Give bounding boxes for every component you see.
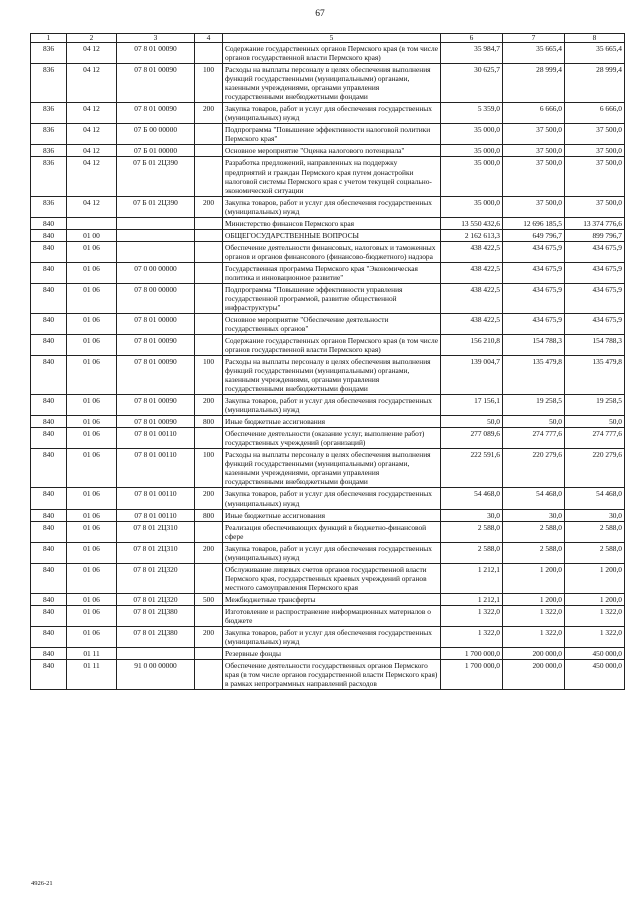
- amount-cell: 154 788,3: [503, 335, 565, 356]
- target-article-cell: 07 8 01 2Ц320: [117, 563, 195, 593]
- ministry-code-cell: 836: [31, 103, 67, 124]
- ministry-code-cell: 836: [31, 43, 67, 64]
- table-row: [31, 395, 625, 416]
- amount-cell: 135 479,8: [565, 356, 625, 395]
- description-cell: Государственная программа Пермского края "Экономическая политика и инновационное развитие": [223, 262, 441, 283]
- description-cell: Содержание государственных органов Пермского края (в том числе органов государственной власти Пермского края): [223, 43, 441, 64]
- amount-cell: 37 500,0: [503, 124, 565, 145]
- amount-cell: 54 468,0: [565, 488, 625, 509]
- description-cell: Закупка товаров, работ и услуг для обеспечения государственных (муниципальных) нужд: [223, 395, 441, 416]
- ministry-code-cell: 840: [31, 217, 67, 229]
- amount-cell: 30 625,7: [441, 64, 503, 103]
- target-article-cell: 07 8 01 00090: [117, 335, 195, 356]
- target-article-cell: 07 8 01 00090: [117, 103, 195, 124]
- amount-cell: 222 591,6: [441, 449, 503, 488]
- description-cell: ОБЩЕГОСУДАРСТВЕННЫЕ ВОПРОСЫ: [223, 229, 441, 241]
- table-row: [31, 262, 625, 283]
- ministry-code-cell: 836: [31, 145, 67, 157]
- amount-cell: 2 588,0: [503, 521, 565, 542]
- amount-cell: 6 666,0: [503, 103, 565, 124]
- section-code-cell: 01 11: [67, 659, 117, 689]
- section-code-cell: 04 12: [67, 124, 117, 145]
- expense-type-cell: 200: [195, 395, 223, 416]
- amount-cell: 200 000,0: [503, 659, 565, 689]
- amount-cell: 35 665,4: [503, 43, 565, 64]
- expense-type-cell: 100: [195, 356, 223, 395]
- ministry-code-cell: 840: [31, 262, 67, 283]
- ministry-code-cell: 836: [31, 196, 67, 217]
- ministry-code-cell: 840: [31, 283, 67, 313]
- amount-cell: 37 500,0: [565, 124, 625, 145]
- target-article-cell: 07 8 01 00110: [117, 509, 195, 521]
- ministry-code-cell: 840: [31, 416, 67, 428]
- target-article-cell: 07 8 01 00110: [117, 428, 195, 449]
- amount-cell: 37 500,0: [503, 196, 565, 217]
- target-article-cell: 07 0 00 00000: [117, 262, 195, 283]
- amount-cell: 1 700 000,0: [441, 659, 503, 689]
- table-row: [31, 488, 625, 509]
- amount-cell: 2 588,0: [565, 542, 625, 563]
- table-row: [31, 43, 625, 64]
- description-cell: Закупка товаров, работ и услуг для обеспечения государственных (муниципальных) нужд: [223, 196, 441, 217]
- table-row: [31, 313, 625, 334]
- section-code-cell: 01 06: [67, 542, 117, 563]
- amount-cell: 1 200,0: [565, 593, 625, 605]
- table-row: [31, 335, 625, 356]
- table-row: [31, 509, 625, 521]
- description-cell: Содержание государственных органов Пермского края (в том числе органов государственной власти Пермского края): [223, 335, 441, 356]
- expense-type-cell: [195, 217, 223, 229]
- section-code-cell: 01 06: [67, 283, 117, 313]
- amount-cell: 2 588,0: [441, 521, 503, 542]
- amount-cell: 434 675,9: [565, 241, 625, 262]
- section-code-cell: 01 11: [67, 647, 117, 659]
- section-code-cell: 01 06: [67, 626, 117, 647]
- target-article-cell: 91 0 00 00000: [117, 659, 195, 689]
- table-row: [31, 103, 625, 124]
- table-row: [31, 145, 625, 157]
- section-code-cell: 01 06: [67, 428, 117, 449]
- ministry-code-cell: 840: [31, 449, 67, 488]
- description-cell: Расходы на выплаты персоналу в целях обеспечения выполнения функций государственными (муниципальными) органами, казенными учреждениями, органами управления государственными внебюджетными фондами: [223, 356, 441, 395]
- target-article-cell: 07 Б 01 2Ц390: [117, 196, 195, 217]
- table-row: [31, 124, 625, 145]
- description-cell: Обеспечение деятельности финансовых, налоговых и таможенных органов и органов финансового (финансово-бюджетного) надзора: [223, 241, 441, 262]
- target-article-cell: [117, 217, 195, 229]
- section-code-cell: 01 06: [67, 335, 117, 356]
- ministry-code-cell: 840: [31, 428, 67, 449]
- amount-cell: 1 322,0: [441, 605, 503, 626]
- ministry-code-cell: 840: [31, 488, 67, 509]
- column-header: 1: [31, 34, 67, 43]
- ministry-code-cell: 840: [31, 563, 67, 593]
- expense-type-cell: [195, 313, 223, 334]
- table-row: [31, 542, 625, 563]
- amount-cell: 19 258,5: [565, 395, 625, 416]
- expense-type-cell: 800: [195, 416, 223, 428]
- amount-cell: 13 374 776,6: [565, 217, 625, 229]
- amount-cell: 37 500,0: [503, 157, 565, 196]
- target-article-cell: 07 8 01 00090: [117, 395, 195, 416]
- description-cell: Подпрограмма "Повышение эффективности налоговой политики Пермского края": [223, 124, 441, 145]
- amount-cell: 274 777,6: [565, 428, 625, 449]
- amount-cell: 434 675,9: [503, 241, 565, 262]
- description-cell: Закупка товаров, работ и услуг для обеспечения государственных (муниципальных) нужд: [223, 103, 441, 124]
- table-row: [31, 196, 625, 217]
- target-article-cell: 07 8 01 00110: [117, 449, 195, 488]
- description-cell: Обслуживание лицевых счетов органов государственной власти Пермского края, государственных краевых учреждений органов местного самоуправления Пермского края: [223, 563, 441, 593]
- target-article-cell: 07 8 01 2Ц310: [117, 542, 195, 563]
- description-cell: Расходы на выплаты персоналу в целях обеспечения выполнения функций государственными (муниципальными) органами, казенными учреждениями, органами управления государственными внебюджетными фондами: [223, 449, 441, 488]
- ministry-code-cell: 840: [31, 647, 67, 659]
- amount-cell: 35 665,4: [565, 43, 625, 64]
- page-number: 67: [315, 9, 325, 19]
- section-code-cell: [67, 217, 117, 229]
- expense-type-cell: 200: [195, 626, 223, 647]
- target-article-cell: 07 8 00 00000: [117, 283, 195, 313]
- amount-cell: 35 000,0: [441, 145, 503, 157]
- amount-cell: 35 000,0: [441, 157, 503, 196]
- section-code-cell: 01 06: [67, 521, 117, 542]
- expense-type-cell: [195, 521, 223, 542]
- section-code-cell: 04 12: [67, 196, 117, 217]
- expense-type-cell: [195, 124, 223, 145]
- expense-type-cell: [195, 428, 223, 449]
- amount-cell: 1 212,1: [441, 593, 503, 605]
- target-article-cell: 07 8 01 00090: [117, 64, 195, 103]
- section-code-cell: 01 06: [67, 605, 117, 626]
- section-code-cell: 04 12: [67, 64, 117, 103]
- description-cell: Закупка товаров, работ и услуг для обеспечения государственных (муниципальных) нужд: [223, 626, 441, 647]
- expense-type-cell: 800: [195, 509, 223, 521]
- description-cell: Изготовление и распространение информационных материалов о бюджете: [223, 605, 441, 626]
- ministry-code-cell: 840: [31, 229, 67, 241]
- amount-cell: 438 422,5: [441, 313, 503, 334]
- description-cell: Реализация обеспечивающих функций в бюджетно-финансовой сфере: [223, 521, 441, 542]
- amount-cell: 438 422,5: [441, 241, 503, 262]
- amount-cell: 19 258,5: [503, 395, 565, 416]
- amount-cell: 50,0: [565, 416, 625, 428]
- expense-type-cell: [195, 229, 223, 241]
- target-article-cell: 07 8 01 00090: [117, 43, 195, 64]
- expense-type-cell: [195, 241, 223, 262]
- amount-cell: 17 156,1: [441, 395, 503, 416]
- description-cell: Обеспечение деятельности (оказание услуг, выполнение работ) государственных учреждений (организаций): [223, 428, 441, 449]
- amount-cell: 6 666,0: [565, 103, 625, 124]
- expense-type-cell: 200: [195, 488, 223, 509]
- amount-cell: 434 675,9: [565, 262, 625, 283]
- expense-type-cell: [195, 262, 223, 283]
- table-row: [31, 659, 625, 689]
- target-article-cell: 07 8 01 2Ц320: [117, 593, 195, 605]
- amount-cell: 28 999,4: [565, 64, 625, 103]
- ministry-code-cell: 836: [31, 64, 67, 103]
- description-cell: Закупка товаров, работ и услуг для обеспечения государственных (муниципальных) нужд: [223, 542, 441, 563]
- section-code-cell: 01 06: [67, 593, 117, 605]
- amount-cell: 1 322,0: [441, 626, 503, 647]
- amount-cell: 1 322,0: [565, 605, 625, 626]
- table-row: [31, 64, 625, 103]
- amount-cell: 1 200,0: [503, 593, 565, 605]
- section-code-cell: 04 12: [67, 145, 117, 157]
- amount-cell: 899 796,7: [565, 229, 625, 241]
- expense-type-cell: 200: [195, 196, 223, 217]
- table-body: [31, 43, 625, 690]
- amount-cell: 1 322,0: [503, 626, 565, 647]
- column-header: 6: [441, 34, 503, 43]
- column-header: 2: [67, 34, 117, 43]
- amount-cell: 434 675,9: [503, 283, 565, 313]
- description-cell: Основное мероприятие "Обеспечение деятельности государственных органов": [223, 313, 441, 334]
- expense-type-cell: [195, 335, 223, 356]
- amount-cell: 438 422,5: [441, 262, 503, 283]
- ministry-code-cell: 840: [31, 313, 67, 334]
- description-cell: Расходы на выплаты персоналу в целях обеспечения выполнения функций государственными (муниципальными) органами, казенными учреждениями, органами управления государственными внебюджетными фондами: [223, 64, 441, 103]
- table-row: [31, 626, 625, 647]
- target-article-cell: [117, 647, 195, 659]
- ministry-code-cell: 840: [31, 605, 67, 626]
- expense-type-cell: [195, 283, 223, 313]
- table-row: [31, 416, 625, 428]
- amount-cell: 1 322,0: [503, 605, 565, 626]
- description-cell: Основное мероприятие "Оценка налогового потенциала": [223, 145, 441, 157]
- amount-cell: 139 004,7: [441, 356, 503, 395]
- table-row: [31, 241, 625, 262]
- section-code-cell: 04 12: [67, 103, 117, 124]
- section-code-cell: 01 06: [67, 241, 117, 262]
- description-cell: Министерство финансов Пермского края: [223, 217, 441, 229]
- ministry-code-cell: 836: [31, 157, 67, 196]
- target-article-cell: 07 8 01 00090: [117, 356, 195, 395]
- description-cell: Разработка предложений, направленных на поддержку предприятий и граждан Пермского края путем донастройки налоговой системы Пермского края с учетом текущей социально-экономической ситуации: [223, 157, 441, 196]
- amount-cell: 35 000,0: [441, 196, 503, 217]
- table-row: [31, 593, 625, 605]
- amount-cell: 1 200,0: [565, 563, 625, 593]
- section-code-cell: 01 06: [67, 449, 117, 488]
- footer-code: 4926-21: [31, 880, 53, 887]
- table-row: [31, 157, 625, 196]
- description-cell: Иные бюджетные ассигнования: [223, 509, 441, 521]
- amount-cell: 35 000,0: [441, 124, 503, 145]
- amount-cell: 35 984,7: [441, 43, 503, 64]
- target-article-cell: 07 8 01 00110: [117, 488, 195, 509]
- target-article-cell: 07 8 01 2Ц380: [117, 605, 195, 626]
- amount-cell: 54 468,0: [441, 488, 503, 509]
- ministry-code-cell: 840: [31, 521, 67, 542]
- amount-cell: 277 089,6: [441, 428, 503, 449]
- amount-cell: 450 000,0: [565, 659, 625, 689]
- column-header: 5: [223, 34, 441, 43]
- amount-cell: 434 675,9: [565, 283, 625, 313]
- amount-cell: 50,0: [441, 416, 503, 428]
- expense-type-cell: [195, 647, 223, 659]
- amount-cell: 37 500,0: [503, 145, 565, 157]
- expense-type-cell: [195, 659, 223, 689]
- ministry-code-cell: 840: [31, 593, 67, 605]
- ministry-code-cell: 840: [31, 395, 67, 416]
- column-header: 4: [195, 34, 223, 43]
- section-code-cell: 01 06: [67, 356, 117, 395]
- table-row: [31, 449, 625, 488]
- ministry-code-cell: 840: [31, 335, 67, 356]
- amount-cell: 5 359,0: [441, 103, 503, 124]
- amount-cell: 154 788,3: [565, 335, 625, 356]
- target-article-cell: 07 Б 00 00000: [117, 124, 195, 145]
- amount-cell: 1 322,0: [565, 626, 625, 647]
- amount-cell: 2 588,0: [441, 542, 503, 563]
- amount-cell: 37 500,0: [565, 157, 625, 196]
- section-code-cell: 01 06: [67, 488, 117, 509]
- amount-cell: 1 200,0: [503, 563, 565, 593]
- ministry-code-cell: 840: [31, 509, 67, 521]
- amount-cell: 200 000,0: [503, 647, 565, 659]
- amount-cell: 274 777,6: [503, 428, 565, 449]
- expense-type-cell: 200: [195, 542, 223, 563]
- amount-cell: 438 422,5: [441, 283, 503, 313]
- header-row: [31, 34, 625, 43]
- table-row: [31, 229, 625, 241]
- budget-table: [30, 33, 625, 690]
- expense-type-cell: 200: [195, 103, 223, 124]
- table-row: [31, 563, 625, 593]
- amount-cell: 13 550 432,6: [441, 217, 503, 229]
- amount-cell: 220 279,6: [503, 449, 565, 488]
- table-row: [31, 605, 625, 626]
- column-header: 8: [565, 34, 625, 43]
- expense-type-cell: 100: [195, 449, 223, 488]
- table-row: [31, 428, 625, 449]
- table-row: [31, 521, 625, 542]
- amount-cell: 220 279,6: [565, 449, 625, 488]
- expense-type-cell: 500: [195, 593, 223, 605]
- amount-cell: 434 675,9: [503, 313, 565, 334]
- amount-cell: 30,0: [503, 509, 565, 521]
- target-article-cell: 07 8 01 00090: [117, 416, 195, 428]
- description-cell: Обеспечение деятельности государственных органов Пермского края (в том числе органов государственной власти Пермского края) в рамках непрограммных направлений расходов: [223, 659, 441, 689]
- amount-cell: 30,0: [441, 509, 503, 521]
- amount-cell: 450 000,0: [565, 647, 625, 659]
- ministry-code-cell: 840: [31, 356, 67, 395]
- target-article-cell: 07 8 01 00000: [117, 313, 195, 334]
- amount-cell: 54 468,0: [503, 488, 565, 509]
- amount-cell: 156 210,8: [441, 335, 503, 356]
- target-article-cell: 07 Б 01 00000: [117, 145, 195, 157]
- amount-cell: 2 162 613,3: [441, 229, 503, 241]
- table-row: [31, 217, 625, 229]
- ministry-code-cell: 840: [31, 241, 67, 262]
- section-code-cell: 04 12: [67, 43, 117, 64]
- amount-cell: 135 479,8: [503, 356, 565, 395]
- description-cell: Межбюджетные трансферты: [223, 593, 441, 605]
- section-code-cell: 01 06: [67, 563, 117, 593]
- section-code-cell: 04 12: [67, 157, 117, 196]
- expense-type-cell: [195, 605, 223, 626]
- table-row: [31, 356, 625, 395]
- expense-type-cell: [195, 145, 223, 157]
- section-code-cell: 01 06: [67, 509, 117, 521]
- amount-cell: 37 500,0: [565, 145, 625, 157]
- table-row: [31, 647, 625, 659]
- amount-cell: 50,0: [503, 416, 565, 428]
- amount-cell: 30,0: [565, 509, 625, 521]
- amount-cell: 28 999,4: [503, 64, 565, 103]
- target-article-cell: 07 8 01 2Ц380: [117, 626, 195, 647]
- description-cell: Иные бюджетные ассигнования: [223, 416, 441, 428]
- amount-cell: 37 500,0: [565, 196, 625, 217]
- description-cell: Резервные фонды: [223, 647, 441, 659]
- expense-type-cell: [195, 563, 223, 593]
- amount-cell: 2 588,0: [503, 542, 565, 563]
- target-article-cell: 07 8 01 2Ц310: [117, 521, 195, 542]
- section-code-cell: 01 06: [67, 262, 117, 283]
- ministry-code-cell: 840: [31, 542, 67, 563]
- expense-type-cell: 100: [195, 64, 223, 103]
- amount-cell: 649 796,7: [503, 229, 565, 241]
- target-article-cell: 07 Б 01 2Ц390: [117, 157, 195, 196]
- section-code-cell: 01 06: [67, 313, 117, 334]
- amount-cell: 434 675,9: [565, 313, 625, 334]
- target-article-cell: [117, 241, 195, 262]
- amount-cell: 434 675,9: [503, 262, 565, 283]
- section-code-cell: 01 06: [67, 416, 117, 428]
- expense-type-cell: [195, 157, 223, 196]
- amount-cell: 2 588,0: [565, 521, 625, 542]
- description-cell: Закупка товаров, работ и услуг для обеспечения государственных (муниципальных) нужд: [223, 488, 441, 509]
- expense-type-cell: [195, 43, 223, 64]
- section-code-cell: 01 00: [67, 229, 117, 241]
- ministry-code-cell: 836: [31, 124, 67, 145]
- description-cell: Подпрограмма "Повышение эффективности управления государственной программой, развитие общественной инфраструктуры": [223, 283, 441, 313]
- column-header: 3: [117, 34, 195, 43]
- amount-cell: 12 696 185,5: [503, 217, 565, 229]
- amount-cell: 1 700 000,0: [441, 647, 503, 659]
- column-header: 7: [503, 34, 565, 43]
- ministry-code-cell: 840: [31, 659, 67, 689]
- table-row: [31, 283, 625, 313]
- ministry-code-cell: 840: [31, 626, 67, 647]
- amount-cell: 1 212,1: [441, 563, 503, 593]
- section-code-cell: 01 06: [67, 395, 117, 416]
- target-article-cell: [117, 229, 195, 241]
